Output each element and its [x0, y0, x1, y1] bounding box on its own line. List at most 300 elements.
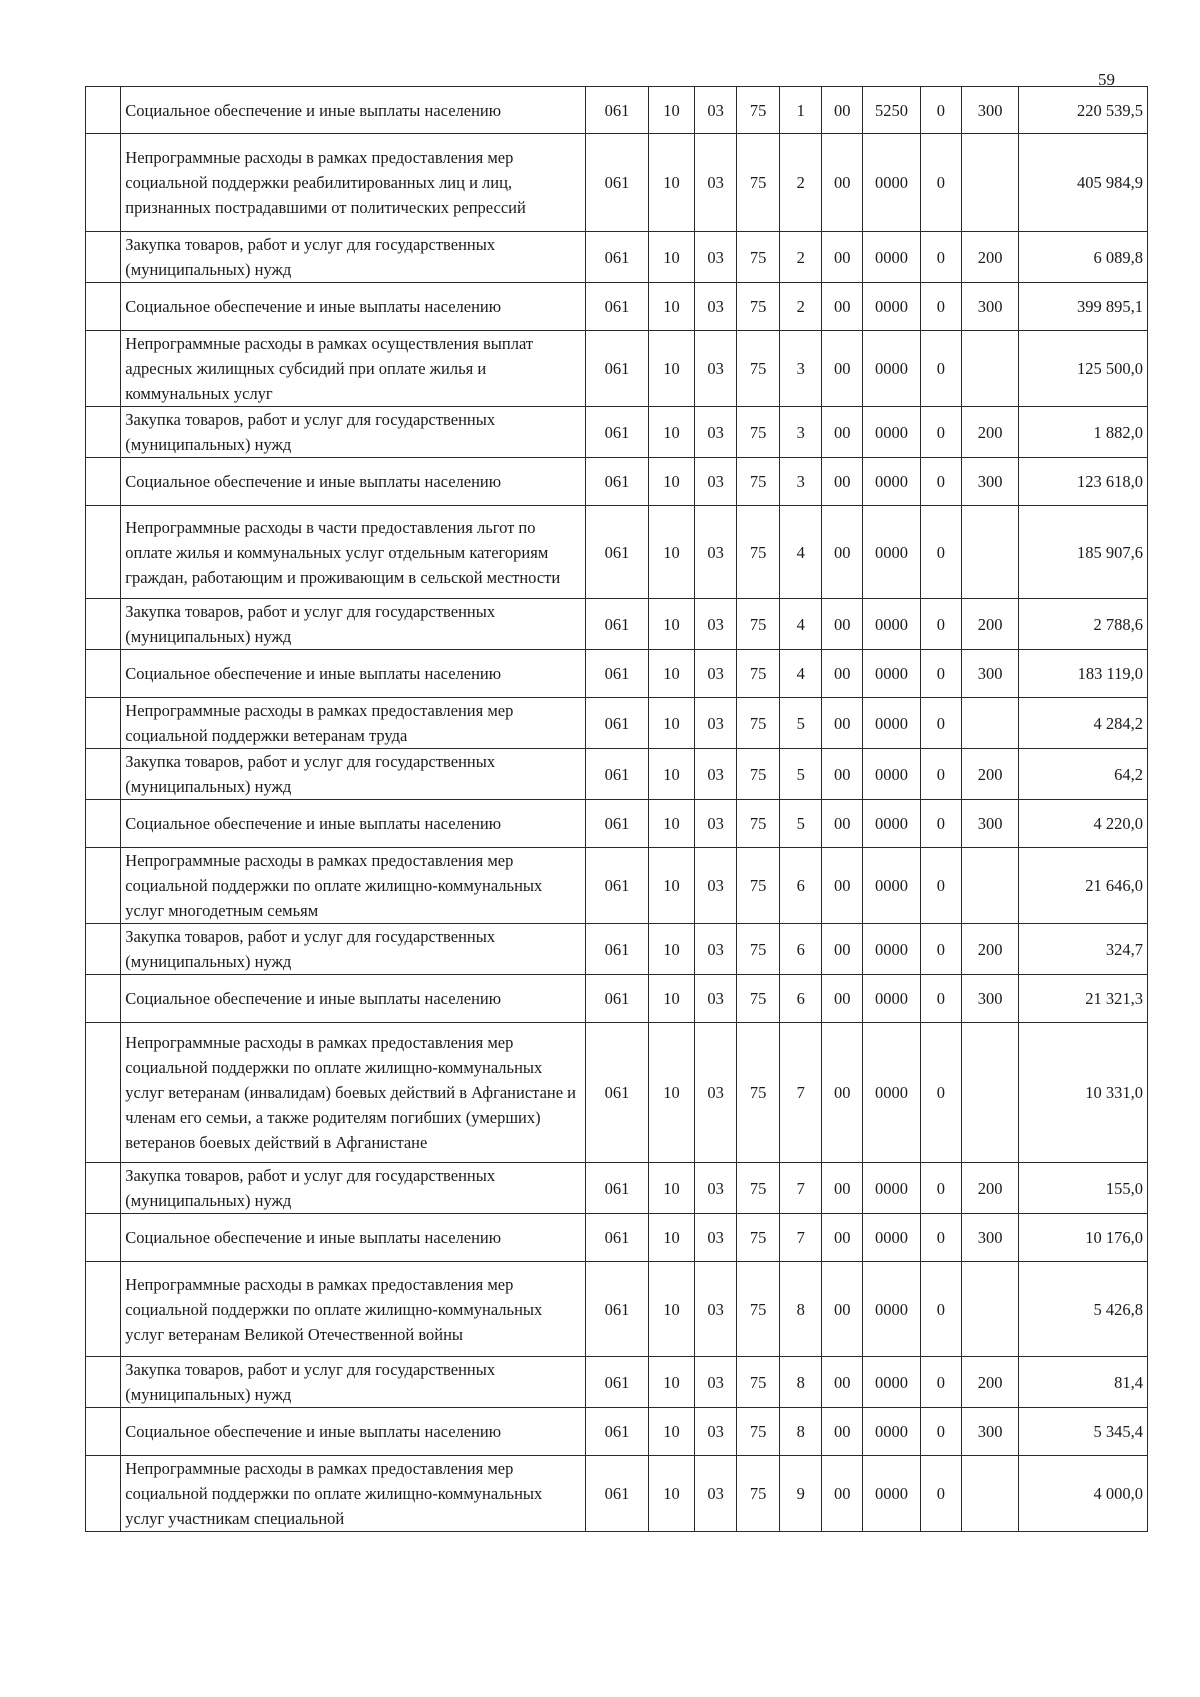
subdirection-code-cell: 00 — [821, 407, 863, 458]
subsection-code-cell: 03 — [695, 87, 737, 134]
program-code-cell: 75 — [736, 599, 780, 650]
ministry-code-cell: 061 — [586, 407, 648, 458]
subdirection-code-cell: 00 — [821, 232, 863, 283]
section-code-cell: 10 — [648, 1214, 695, 1262]
ministry-code-cell: 061 — [586, 1408, 648, 1456]
item-code-cell: 0000 — [863, 975, 920, 1023]
program-code-cell: 75 — [736, 1456, 780, 1532]
section-code-cell: 10 — [648, 800, 695, 848]
expense-type-cell: 200 — [962, 1357, 1019, 1408]
row-number-cell — [86, 283, 121, 331]
direction-code-cell: 9 — [780, 1456, 822, 1532]
direction-code-cell: 7 — [780, 1023, 822, 1163]
element-code-cell: 0 — [920, 407, 962, 458]
expense-name-cell: Социальное обеспечение и иные выплаты населению — [121, 283, 586, 331]
amount-cell: 5 426,8 — [1019, 1262, 1148, 1357]
ministry-code-cell: 061 — [586, 1357, 648, 1408]
expense-name-cell: Социальное обеспечение и иные выплаты населению — [121, 87, 586, 134]
section-code-cell: 10 — [648, 1408, 695, 1456]
item-code-cell: 0000 — [863, 506, 920, 599]
section-code-cell: 10 — [648, 975, 695, 1023]
row-number-cell — [86, 1357, 121, 1408]
expense-name-cell: Непрограммные расходы в рамках предоставления мер социальной поддержки реабилитированных лиц и лиц, признанных пострадавшими от политических репрессий — [121, 134, 586, 232]
program-code-cell: 75 — [736, 331, 780, 407]
direction-code-cell: 5 — [780, 749, 822, 800]
table-row — [86, 232, 1148, 283]
program-code-cell: 75 — [736, 848, 780, 924]
element-code-cell: 0 — [920, 232, 962, 283]
row-number-cell — [86, 800, 121, 848]
subsection-code-cell: 03 — [695, 599, 737, 650]
subsection-code-cell: 03 — [695, 924, 737, 975]
program-code-cell: 75 — [736, 924, 780, 975]
section-code-cell: 10 — [648, 599, 695, 650]
direction-code-cell: 6 — [780, 975, 822, 1023]
expense-name-cell: Непрограммные расходы в рамках предоставления мер социальной поддержки ветеранам труда — [121, 698, 586, 749]
table-row — [86, 924, 1148, 975]
element-code-cell: 0 — [920, 1262, 962, 1357]
ministry-code-cell: 061 — [586, 975, 648, 1023]
element-code-cell: 0 — [920, 1408, 962, 1456]
table-row — [86, 407, 1148, 458]
section-code-cell: 10 — [648, 134, 695, 232]
program-code-cell: 75 — [736, 800, 780, 848]
subdirection-code-cell: 00 — [821, 924, 863, 975]
table-row — [86, 800, 1148, 848]
row-number-cell — [86, 134, 121, 232]
expense-type-cell — [962, 698, 1019, 749]
table-row — [86, 1023, 1148, 1163]
ministry-code-cell: 061 — [586, 924, 648, 975]
program-code-cell: 75 — [736, 1163, 780, 1214]
subdirection-code-cell: 00 — [821, 848, 863, 924]
table-row — [86, 599, 1148, 650]
subsection-code-cell: 03 — [695, 1214, 737, 1262]
expense-name-cell: Социальное обеспечение и иные выплаты населению — [121, 975, 586, 1023]
ministry-code-cell: 061 — [586, 698, 648, 749]
expense-type-cell: 300 — [962, 650, 1019, 698]
expense-name-cell: Социальное обеспечение и иные выплаты населению — [121, 800, 586, 848]
subdirection-code-cell: 00 — [821, 650, 863, 698]
table-row — [86, 1214, 1148, 1262]
amount-cell: 1 882,0 — [1019, 407, 1148, 458]
subdirection-code-cell: 00 — [821, 87, 863, 134]
expense-type-cell: 200 — [962, 924, 1019, 975]
element-code-cell: 0 — [920, 87, 962, 134]
element-code-cell: 0 — [920, 283, 962, 331]
expense-type-cell — [962, 506, 1019, 599]
expense-type-cell — [962, 1456, 1019, 1532]
subsection-code-cell: 03 — [695, 1456, 737, 1532]
item-code-cell: 0000 — [863, 331, 920, 407]
subsection-code-cell: 03 — [695, 506, 737, 599]
row-number-cell — [86, 698, 121, 749]
item-code-cell: 0000 — [863, 924, 920, 975]
amount-cell: 64,2 — [1019, 749, 1148, 800]
direction-code-cell: 3 — [780, 458, 822, 506]
element-code-cell: 0 — [920, 1163, 962, 1214]
expense-type-cell: 300 — [962, 1214, 1019, 1262]
table-row — [86, 331, 1148, 407]
subdirection-code-cell: 00 — [821, 458, 863, 506]
section-code-cell: 10 — [648, 458, 695, 506]
program-code-cell: 75 — [736, 407, 780, 458]
element-code-cell: 0 — [920, 134, 962, 232]
ministry-code-cell: 061 — [586, 1163, 648, 1214]
ministry-code-cell: 061 — [586, 1262, 648, 1357]
ministry-code-cell: 061 — [586, 848, 648, 924]
direction-code-cell: 8 — [780, 1357, 822, 1408]
subsection-code-cell: 03 — [695, 283, 737, 331]
subdirection-code-cell: 00 — [821, 698, 863, 749]
table-row — [86, 87, 1148, 134]
subdirection-code-cell: 00 — [821, 283, 863, 331]
expense-type-cell — [962, 1023, 1019, 1163]
element-code-cell: 0 — [920, 848, 962, 924]
row-number-cell — [86, 506, 121, 599]
element-code-cell: 0 — [920, 1456, 962, 1532]
subdirection-code-cell: 00 — [821, 1456, 863, 1532]
ministry-code-cell: 061 — [586, 331, 648, 407]
expense-type-cell: 200 — [962, 1163, 1019, 1214]
item-code-cell: 0000 — [863, 1456, 920, 1532]
element-code-cell: 0 — [920, 924, 962, 975]
direction-code-cell: 8 — [780, 1408, 822, 1456]
table-row — [86, 848, 1148, 924]
expense-type-cell: 300 — [962, 458, 1019, 506]
expense-name-cell: Непрограммные расходы в рамках предоставления мер социальной поддержки по оплате жилищно-коммунальных услуг ветеранам Великой Отечественной войны — [121, 1262, 586, 1357]
direction-code-cell: 7 — [780, 1163, 822, 1214]
amount-cell: 399 895,1 — [1019, 283, 1148, 331]
section-code-cell: 10 — [648, 749, 695, 800]
direction-code-cell: 7 — [780, 1214, 822, 1262]
element-code-cell: 0 — [920, 331, 962, 407]
program-code-cell: 75 — [736, 1262, 780, 1357]
subsection-code-cell: 03 — [695, 458, 737, 506]
row-number-cell — [86, 407, 121, 458]
amount-cell: 4 220,0 — [1019, 800, 1148, 848]
subdirection-code-cell: 00 — [821, 1357, 863, 1408]
direction-code-cell: 4 — [780, 506, 822, 599]
amount-cell: 21 321,3 — [1019, 975, 1148, 1023]
ministry-code-cell: 061 — [586, 283, 648, 331]
subdirection-code-cell: 00 — [821, 1023, 863, 1163]
ministry-code-cell: 061 — [586, 599, 648, 650]
subsection-code-cell: 03 — [695, 749, 737, 800]
expense-type-cell: 200 — [962, 232, 1019, 283]
expense-name-cell: Закупка товаров, работ и услуг для государственных (муниципальных) нужд — [121, 599, 586, 650]
item-code-cell: 0000 — [863, 1408, 920, 1456]
amount-cell: 4 284,2 — [1019, 698, 1148, 749]
subsection-code-cell: 03 — [695, 1262, 737, 1357]
item-code-cell: 0000 — [863, 232, 920, 283]
section-code-cell: 10 — [648, 407, 695, 458]
subsection-code-cell: 03 — [695, 134, 737, 232]
expense-type-cell: 300 — [962, 283, 1019, 331]
item-code-cell: 0000 — [863, 800, 920, 848]
ministry-code-cell: 061 — [586, 1214, 648, 1262]
table-row — [86, 1163, 1148, 1214]
program-code-cell: 75 — [736, 134, 780, 232]
amount-cell: 6 089,8 — [1019, 232, 1148, 283]
row-number-cell — [86, 87, 121, 134]
expense-name-cell: Социальное обеспечение и иные выплаты населению — [121, 1214, 586, 1262]
amount-cell: 10 331,0 — [1019, 1023, 1148, 1163]
row-number-cell — [86, 1163, 121, 1214]
expense-type-cell: 200 — [962, 749, 1019, 800]
expense-type-cell: 200 — [962, 599, 1019, 650]
amount-cell: 125 500,0 — [1019, 331, 1148, 407]
row-number-cell — [86, 749, 121, 800]
subsection-code-cell: 03 — [695, 331, 737, 407]
item-code-cell: 0000 — [863, 407, 920, 458]
ministry-code-cell: 061 — [586, 506, 648, 599]
page-number: 59 — [1098, 70, 1115, 89]
direction-code-cell: 6 — [780, 924, 822, 975]
subdirection-code-cell: 00 — [821, 599, 863, 650]
ministry-code-cell: 061 — [586, 134, 648, 232]
section-code-cell: 10 — [648, 1262, 695, 1357]
ministry-code-cell: 061 — [586, 800, 648, 848]
program-code-cell: 75 — [736, 87, 780, 134]
table-row — [86, 283, 1148, 331]
expense-type-cell — [962, 134, 1019, 232]
amount-cell: 123 618,0 — [1019, 458, 1148, 506]
direction-code-cell: 8 — [780, 1262, 822, 1357]
element-code-cell: 0 — [920, 698, 962, 749]
section-code-cell: 10 — [648, 1023, 695, 1163]
item-code-cell: 5250 — [863, 87, 920, 134]
amount-cell: 183 119,0 — [1019, 650, 1148, 698]
row-number-cell — [86, 1408, 121, 1456]
subdirection-code-cell: 00 — [821, 1408, 863, 1456]
table-row — [86, 698, 1148, 749]
ministry-code-cell: 061 — [586, 87, 648, 134]
table-row — [86, 1456, 1148, 1532]
table-row — [86, 1357, 1148, 1408]
direction-code-cell: 5 — [780, 800, 822, 848]
subsection-code-cell: 03 — [695, 1163, 737, 1214]
amount-cell: 5 345,4 — [1019, 1408, 1148, 1456]
ministry-code-cell: 061 — [586, 458, 648, 506]
direction-code-cell: 3 — [780, 331, 822, 407]
row-number-cell — [86, 848, 121, 924]
ministry-code-cell: 061 — [586, 1456, 648, 1532]
amount-cell: 2 788,6 — [1019, 599, 1148, 650]
subdirection-code-cell: 00 — [821, 1262, 863, 1357]
subsection-code-cell: 03 — [695, 1408, 737, 1456]
ministry-code-cell: 061 — [586, 650, 648, 698]
row-number-cell — [86, 975, 121, 1023]
expense-name-cell: Социальное обеспечение и иные выплаты населению — [121, 1408, 586, 1456]
subdirection-code-cell: 00 — [821, 1163, 863, 1214]
program-code-cell: 75 — [736, 650, 780, 698]
expense-name-cell: Закупка товаров, работ и услуг для государственных (муниципальных) нужд — [121, 407, 586, 458]
element-code-cell: 0 — [920, 1214, 962, 1262]
row-number-cell — [86, 599, 121, 650]
program-code-cell: 75 — [736, 506, 780, 599]
row-number-cell — [86, 1262, 121, 1357]
section-code-cell: 10 — [648, 87, 695, 134]
section-code-cell: 10 — [648, 1456, 695, 1532]
subdirection-code-cell: 00 — [821, 1214, 863, 1262]
direction-code-cell: 6 — [780, 848, 822, 924]
expense-type-cell — [962, 848, 1019, 924]
section-code-cell: 10 — [648, 283, 695, 331]
direction-code-cell: 2 — [780, 232, 822, 283]
expense-name-cell: Закупка товаров, работ и услуг для государственных (муниципальных) нужд — [121, 232, 586, 283]
section-code-cell: 10 — [648, 1163, 695, 1214]
row-number-cell — [86, 232, 121, 283]
section-code-cell: 10 — [648, 331, 695, 407]
item-code-cell: 0000 — [863, 848, 920, 924]
expense-type-cell: 300 — [962, 87, 1019, 134]
table-row — [86, 458, 1148, 506]
program-code-cell: 75 — [736, 975, 780, 1023]
direction-code-cell: 2 — [780, 283, 822, 331]
subsection-code-cell: 03 — [695, 1357, 737, 1408]
subsection-code-cell: 03 — [695, 407, 737, 458]
item-code-cell: 0000 — [863, 283, 920, 331]
item-code-cell: 0000 — [863, 749, 920, 800]
section-code-cell: 10 — [648, 506, 695, 599]
table-row — [86, 749, 1148, 800]
expense-type-cell: 300 — [962, 800, 1019, 848]
item-code-cell: 0000 — [863, 458, 920, 506]
expense-name-cell: Закупка товаров, работ и услуг для государственных (муниципальных) нужд — [121, 1357, 586, 1408]
expense-name-cell: Непрограммные расходы в рамках предоставления мер социальной поддержки по оплате жилищно-коммунальных услуг ветеранам (инвалидам) боевых действий в Афганистане и членам его семьи, а также родителям погибших (умерших) ветеранов боевых действий в Афганистане — [121, 1023, 586, 1163]
section-code-cell: 10 — [648, 232, 695, 283]
amount-cell: 81,4 — [1019, 1357, 1148, 1408]
row-number-cell — [86, 331, 121, 407]
direction-code-cell: 2 — [780, 134, 822, 232]
table-row — [86, 134, 1148, 232]
amount-cell: 220 539,5 — [1019, 87, 1148, 134]
budget-table — [85, 86, 1148, 1532]
element-code-cell: 0 — [920, 599, 962, 650]
row-number-cell — [86, 458, 121, 506]
direction-code-cell: 5 — [780, 698, 822, 749]
section-code-cell: 10 — [648, 924, 695, 975]
expense-name-cell: Непрограммные расходы в рамках осуществления выплат адресных жилищных субсидий при оплате жилья и коммунальных услуг — [121, 331, 586, 407]
element-code-cell: 0 — [920, 1357, 962, 1408]
table-row — [86, 1408, 1148, 1456]
item-code-cell: 0000 — [863, 599, 920, 650]
amount-cell: 185 907,6 — [1019, 506, 1148, 599]
subsection-code-cell: 03 — [695, 698, 737, 749]
subdirection-code-cell: 00 — [821, 800, 863, 848]
expense-type-cell — [962, 1262, 1019, 1357]
direction-code-cell: 1 — [780, 87, 822, 134]
element-code-cell: 0 — [920, 506, 962, 599]
section-code-cell: 10 — [648, 650, 695, 698]
item-code-cell: 0000 — [863, 1262, 920, 1357]
expense-name-cell: Социальное обеспечение и иные выплаты населению — [121, 458, 586, 506]
program-code-cell: 75 — [736, 232, 780, 283]
row-number-cell — [86, 924, 121, 975]
ministry-code-cell: 061 — [586, 1023, 648, 1163]
section-code-cell: 10 — [648, 1357, 695, 1408]
subsection-code-cell: 03 — [695, 650, 737, 698]
table-row — [86, 975, 1148, 1023]
amount-cell: 405 984,9 — [1019, 134, 1148, 232]
element-code-cell: 0 — [920, 975, 962, 1023]
expense-name-cell: Непрограммные расходы в рамках предоставления мер социальной поддержки по оплате жилищно-коммунальных услуг участникам специальной — [121, 1456, 586, 1532]
element-code-cell: 0 — [920, 749, 962, 800]
program-code-cell: 75 — [736, 283, 780, 331]
row-number-cell — [86, 650, 121, 698]
direction-code-cell: 3 — [780, 407, 822, 458]
subdirection-code-cell: 00 — [821, 134, 863, 232]
item-code-cell: 0000 — [863, 650, 920, 698]
item-code-cell: 0000 — [863, 698, 920, 749]
direction-code-cell: 4 — [780, 650, 822, 698]
table-row — [86, 650, 1148, 698]
table-row — [86, 506, 1148, 599]
table-body — [86, 87, 1148, 1532]
item-code-cell: 0000 — [863, 134, 920, 232]
row-number-cell — [86, 1456, 121, 1532]
item-code-cell: 0000 — [863, 1357, 920, 1408]
program-code-cell: 75 — [736, 1023, 780, 1163]
subdirection-code-cell: 00 — [821, 975, 863, 1023]
subsection-code-cell: 03 — [695, 975, 737, 1023]
subdirection-code-cell: 00 — [821, 331, 863, 407]
expense-name-cell: Закупка товаров, работ и услуг для государственных (муниципальных) нужд — [121, 924, 586, 975]
expense-name-cell: Закупка товаров, работ и услуг для государственных (муниципальных) нужд — [121, 1163, 586, 1214]
item-code-cell: 0000 — [863, 1023, 920, 1163]
expense-name-cell: Социальное обеспечение и иные выплаты населению — [121, 650, 586, 698]
expense-name-cell: Непрограммные расходы в части предоставления льгот по оплате жилья и коммунальных услуг отдельным категориям граждан, работающим и проживающим в сельской местности — [121, 506, 586, 599]
subsection-code-cell: 03 — [695, 800, 737, 848]
program-code-cell: 75 — [736, 1357, 780, 1408]
program-code-cell: 75 — [736, 698, 780, 749]
expense-name-cell: Непрограммные расходы в рамках предоставления мер социальной поддержки по оплате жилищно-коммунальных услуг многодетным семьям — [121, 848, 586, 924]
expense-type-cell — [962, 331, 1019, 407]
program-code-cell: 75 — [736, 1214, 780, 1262]
subdirection-code-cell: 00 — [821, 749, 863, 800]
amount-cell: 4 000,0 — [1019, 1456, 1148, 1532]
subsection-code-cell: 03 — [695, 232, 737, 283]
item-code-cell: 0000 — [863, 1163, 920, 1214]
item-code-cell: 0000 — [863, 1214, 920, 1262]
amount-cell: 324,7 — [1019, 924, 1148, 975]
program-code-cell: 75 — [736, 1408, 780, 1456]
subsection-code-cell: 03 — [695, 1023, 737, 1163]
element-code-cell: 0 — [920, 800, 962, 848]
amount-cell: 155,0 — [1019, 1163, 1148, 1214]
subsection-code-cell: 03 — [695, 848, 737, 924]
element-code-cell: 0 — [920, 458, 962, 506]
expense-name-cell: Закупка товаров, работ и услуг для государственных (муниципальных) нужд — [121, 749, 586, 800]
ministry-code-cell: 061 — [586, 232, 648, 283]
element-code-cell: 0 — [920, 650, 962, 698]
row-number-cell — [86, 1023, 121, 1163]
direction-code-cell: 4 — [780, 599, 822, 650]
expense-type-cell: 300 — [962, 1408, 1019, 1456]
expense-type-cell: 300 — [962, 975, 1019, 1023]
section-code-cell: 10 — [648, 698, 695, 749]
amount-cell: 10 176,0 — [1019, 1214, 1148, 1262]
row-number-cell — [86, 1214, 121, 1262]
program-code-cell: 75 — [736, 749, 780, 800]
table-row — [86, 1262, 1148, 1357]
element-code-cell: 0 — [920, 1023, 962, 1163]
ministry-code-cell: 061 — [586, 749, 648, 800]
section-code-cell: 10 — [648, 848, 695, 924]
expense-type-cell: 200 — [962, 407, 1019, 458]
amount-cell: 21 646,0 — [1019, 848, 1148, 924]
